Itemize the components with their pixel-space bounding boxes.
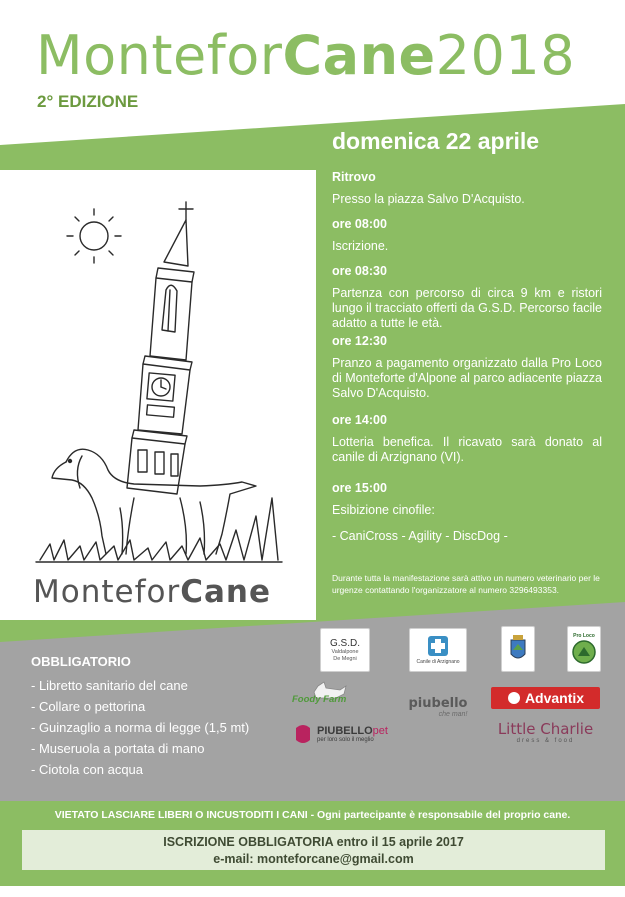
sponsor-name: Canile di Arzignano: [416, 659, 460, 665]
list-item: - Collare o pettorina: [31, 699, 146, 714]
sponsor-proloco-logo: [567, 626, 601, 672]
list-item: - Ciotola con acqua: [31, 762, 144, 777]
sponsor-municipality-logo: [501, 626, 535, 672]
sponsor-piubello-logo: [402, 688, 474, 726]
list-item: - Libretto sanitario del cane: [31, 678, 188, 693]
event-date: domenica 22 aprile: [332, 128, 540, 154]
schedule-time: ore 08:00: [332, 217, 387, 231]
schedule-time: Ritrovo: [332, 170, 376, 184]
edition-label: 2° EDIZIONE: [37, 92, 139, 111]
sponsor-tagline: che man!: [438, 711, 468, 718]
sponsor-name: Little Charlie: [497, 720, 594, 738]
schedule-activities: - CaniCross - Agility - DiscDog -: [332, 529, 508, 543]
sponsor-littlecharlie-logo: [491, 716, 600, 748]
schedule: [332, 170, 602, 544]
sponsor-gsd-logo: [320, 628, 370, 672]
contact-email: e-mail: monteforcane@gmail.com: [213, 852, 414, 866]
sponsor-sub: De Megni: [333, 655, 357, 662]
sponsor-name: Foody Farm: [292, 694, 347, 705]
sponsor-piubellopet-logo: [285, 718, 395, 750]
sun-icon: [67, 209, 121, 263]
schedule-desc: Partenza con percorso di circa 9 km e ristori lungo il tracciato offerti da G.S.D. Percorso facile adatto a tutte le età.: [332, 286, 602, 330]
registration-deadline: ISCRIZIONE OBBLIGATORIA entro il 15 aprile 2017: [163, 835, 464, 849]
bell-tower-drawing: [127, 202, 194, 494]
schedule-time: ore 12:30: [332, 334, 387, 348]
monteforcane-logo: MonteforCane: [33, 574, 271, 610]
schedule-time: ore 15:00: [332, 481, 387, 495]
sponsor-name: Advantix: [524, 690, 585, 706]
sponsor-tagline: dress & food: [516, 738, 575, 744]
sponsor-tagline: per loro solo il meglio: [317, 737, 374, 743]
schedule-desc: Iscrizione.: [332, 239, 389, 253]
grass-drawing: [36, 498, 282, 562]
schedule-time: ore 14:00: [332, 413, 387, 427]
schedule-item: [332, 217, 602, 254]
sponsor-name: G.S.D.: [329, 637, 360, 649]
registration-box: [22, 830, 605, 870]
schedule-desc: Pranzo a pagamento organizzato dalla Pro Loco di Monteforte d'Alpone al parco adiacente piazza Salvo D'Acquisto.: [332, 356, 602, 400]
vet-note: Durante tutta la manifestazione sarà attivo un numero veterinario per le urgenze contattando l'organizzatore al numero 3296493353.: [332, 573, 600, 595]
schedule-item: [332, 334, 602, 401]
sponsor-name: PIUBELLO: [317, 725, 373, 737]
schedule-item: [332, 413, 602, 465]
bayer-cross-icon: [507, 691, 521, 705]
coat-of-arms-icon: [507, 634, 529, 664]
schedule-desc: Lotteria benefica. Il ricavato sarà donato al canile di Arzignano (VI).: [332, 435, 602, 464]
schedule-desc: Esibizione cinofile:: [332, 503, 435, 517]
sponsor-canile-logo: [409, 628, 467, 672]
requirements-list: [31, 675, 249, 780]
sponsor-name: piubello: [408, 696, 468, 711]
sponsor-sub: Valdalpone: [331, 648, 359, 655]
schedule-item: [332, 481, 602, 544]
dog-drawing: [52, 449, 256, 554]
proloco-emblem-icon: [571, 639, 597, 665]
requirements-title: OBBLIGATORIO: [31, 654, 131, 669]
page-title: MonteforCane2018: [36, 24, 576, 87]
dog-and-tower-illustration: [30, 198, 292, 570]
list-item: - Guinzaglio a norma di legge (1,5 mt): [31, 720, 250, 735]
warning-line: VIETATO LASCIARE LIBERI O INCUSTODITI I CANI - Ogni partecipante è responsabile del proprio cane.: [54, 809, 571, 821]
sponsor-name-suffix: pet: [372, 725, 388, 737]
list-item: - Museruola a portata di mano: [31, 741, 205, 756]
bottom-strip: [0, 886, 625, 897]
cross-icon: [426, 635, 450, 657]
schedule-item: [332, 170, 602, 207]
schedule-item: [332, 264, 602, 331]
sponsor-name: Pro Loco: [573, 633, 595, 639]
schedule-desc: Presso la piazza Salvo D'Acquisto.: [332, 192, 525, 206]
schedule-time: ore 08:30: [332, 264, 387, 278]
sponsor-foodyfarm-logo: [290, 680, 362, 710]
sponsor-advantix-logo: [491, 687, 600, 709]
dog-head-icon: [292, 722, 314, 746]
